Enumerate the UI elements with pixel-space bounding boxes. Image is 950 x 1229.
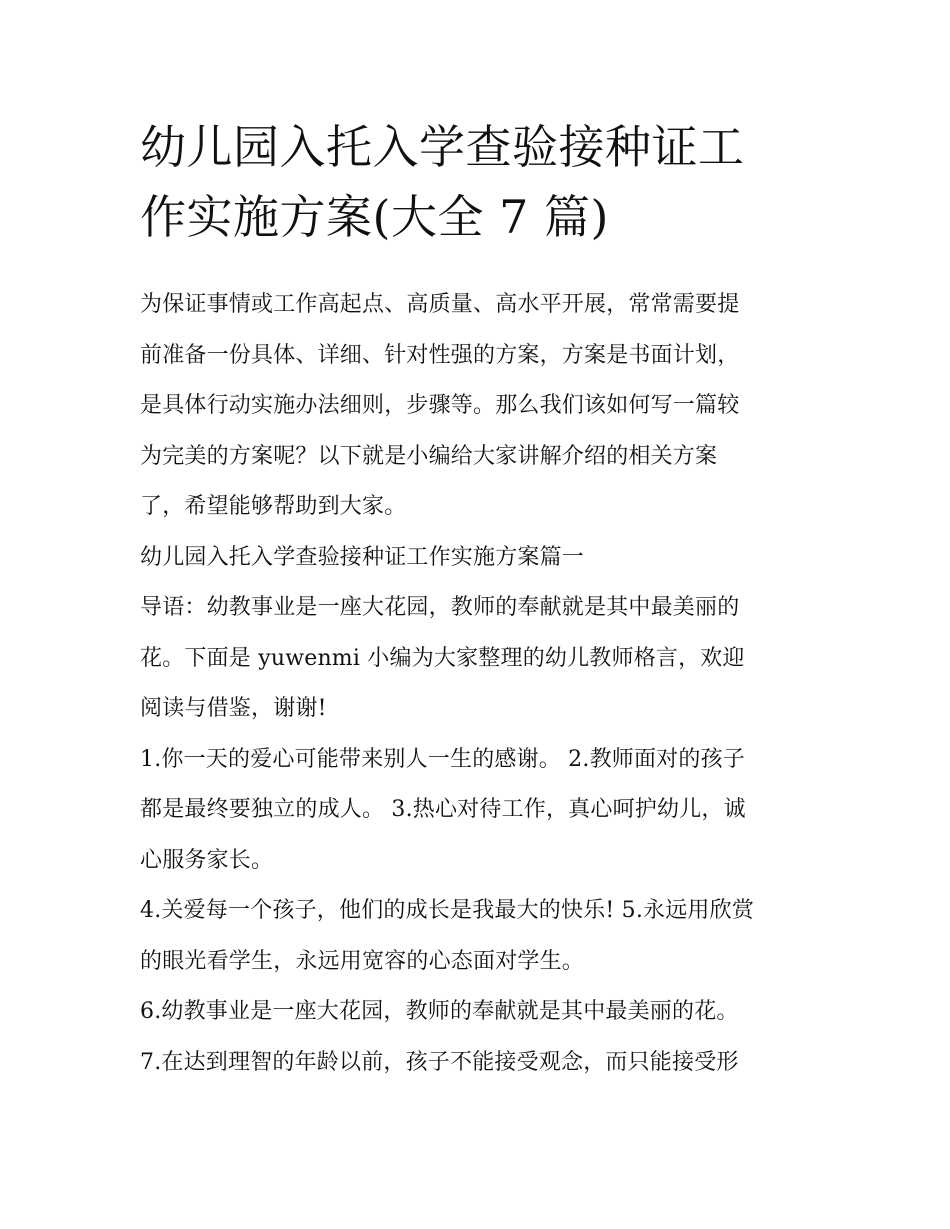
quote-line-5: 的眼光看学生，永远用宽容的心态面对学生。 [140, 948, 585, 974]
preface-line-3: 阅读与借鉴，谢谢! [140, 696, 327, 721]
quote-line-2: 都是最终要独立的成人。 3.热心对待工作，真心呵护幼儿，诚 [140, 797, 746, 822]
intro-line-2: 前准备一份具体、详细、针对性强的方案，方案是书面计划， [140, 342, 740, 368]
quote-line-3: 心服务家长。 [140, 847, 274, 873]
intro-line-3: 是具体行动实施办法细则，步骤等。那么我们该如何写一篇较 [140, 393, 740, 418]
quote-line-1: 1.你一天的爱心可能带来别人一生的感谢。 2.教师面对的孩子 [140, 746, 745, 772]
title-line-2: 作实施方案(大全 7 篇) [140, 190, 609, 244]
quote-line-7: 7.在达到理智的年龄以前，孩子不能接受观念，而只能接受形 [140, 1049, 739, 1075]
preface-line-1: 导语：幼教事业是一座大花园，教师的奉献就是其中最美丽的 [140, 595, 740, 620]
intro-line-4: 为完美的方案呢？以下就是小编给大家讲解介绍的相关方案 [140, 443, 718, 469]
section-heading: 幼儿园入托入学查验接种证工作实施方案篇一 [140, 544, 585, 570]
preface-line-2: 花。下面是 yuwenmi 小编为大家整理的幼儿教师格言，欢迎 [140, 645, 745, 671]
quote-line-4: 4.关爱每一个孩子，他们的成长是我最大的快乐! 5.永远用欣赏 [140, 898, 755, 923]
document-title [140, 112, 820, 252]
intro-line-5: 了，希望能够帮助到大家。 [140, 494, 407, 519]
document-page [140, 112, 820, 1088]
document-body [140, 280, 820, 1088]
title-line-1: 幼儿园入托入学查验接种证工 [140, 120, 745, 174]
intro-line-1: 为保证事情或工作高起点、高质量、高水平开展，常常需要提 [140, 292, 740, 317]
quote-line-6: 6.幼教事业是一座大花园，教师的奉献就是其中最美丽的花。 [140, 999, 739, 1024]
